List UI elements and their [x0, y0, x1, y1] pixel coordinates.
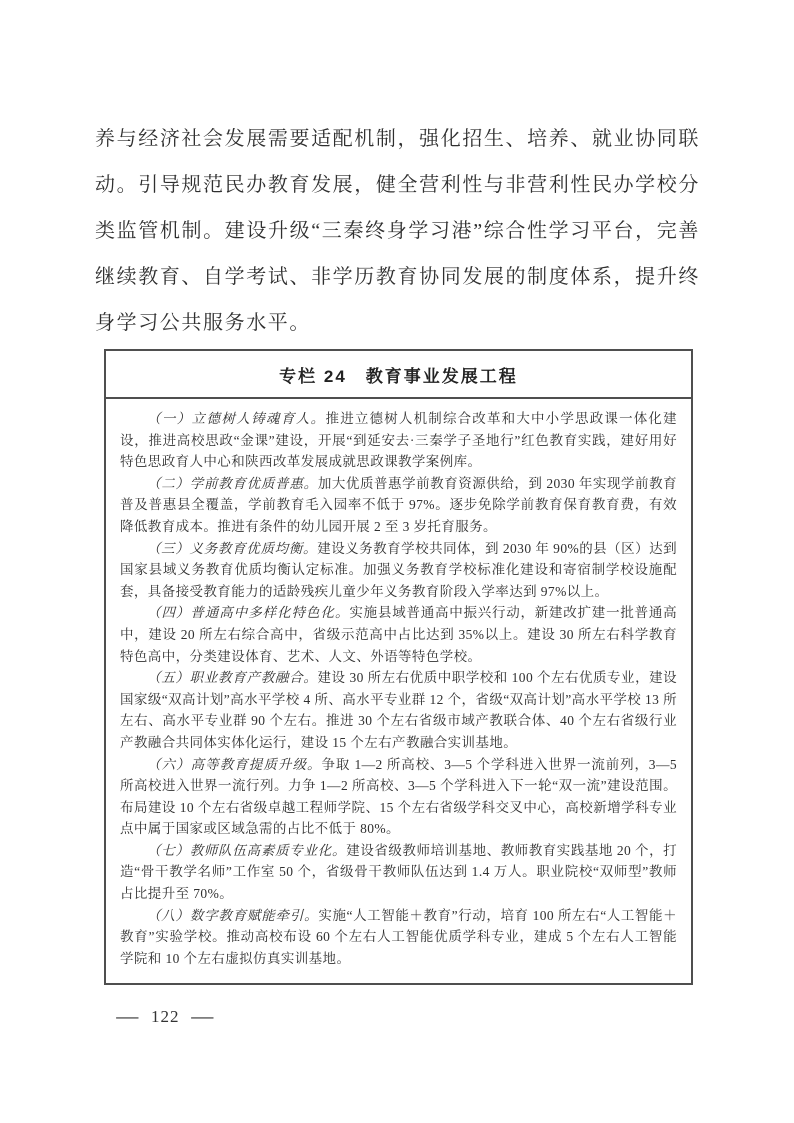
box-item-6 [120, 754, 677, 840]
box-item-5 [120, 667, 677, 753]
box-item-3 [120, 538, 677, 603]
intro-paragraph: 养与经济社会发展需要适配机制，强化招生、培养、就业协同联动。引导规范民办教育发展，健全营利性与非营利性民办学校分类监管机制。建设升级“三秦终身学习港”综合性学习平台，完善继续教育、自学考试、非学历教育协同发展的制度体系，提升终身学习公共服务水平。 [95, 128, 700, 334]
page-number [116, 1007, 215, 1027]
item-1-lead: （一）立德树人铸魂育人。 [147, 411, 326, 426]
item-2-lead: （二）学前教育优质普惠。 [147, 475, 318, 491]
item-4-body: 实施县域普通高中振兴行动，新建改扩建一批普通高中，建设 20 所左右综合高中，省级示范高中占比达到 35%以上。建设 30 所左右科学教育特色高中，分类建设体育、艺术、人文、外语等特色学校。 [120, 605, 677, 664]
item-3-lead: （三）义务教育优质均衡。 [147, 540, 318, 556]
item-4-lead: （四）普通高中多样化特色化。 [147, 605, 350, 621]
item-6-body: 争取 1—2 所高校、3—5 个学科进入世界一流前列，3—5 所高校进入世界一流行列。力争 1—2 所高校、3—5 个学科进入下一轮“双一流”建设范围。布局建设 10 个左右省级卓越工程师学院、15 个左右省级学科交叉中心，高校新增学科专业点中属于国家或区域急需的占比不低于 80%。 [120, 756, 678, 837]
page-number-value: 122 [151, 1007, 180, 1027]
page-number-left-dash: — [116, 1007, 140, 1027]
feature-column-box [104, 349, 693, 985]
item-8-lead: （八）数字教育赋能牵引。 [147, 907, 319, 923]
column-box-content [106, 399, 691, 983]
item-7-lead: （七）教师队伍高素质专业化。 [147, 842, 347, 858]
box-item-8 [120, 905, 677, 970]
item-8-body: 实施“人工智能＋教育”行动，培育 100 所左右“人工智能＋教育”实验学校。推动高校布设 60 个左右人工智能优质学科专业，建成 5 个左右人工智能学院和 10 个左右虚拟仿真实训基地。 [120, 907, 677, 966]
item-7-body: 建设省级教师培训基地、教师教育实践基地 20 个，打造“骨干教学名师”工作室 50 个，省级骨干教师队伍达到 1.4 万人。职业院校“双师型”教师占比提升至 70%。 [120, 842, 677, 902]
box-item-2 [120, 473, 677, 538]
item-1-body: 推进立德树人机制综合改革和大中小学思政课一体化建设，推进高校思政“金课”建设，开展“到延安去·三秦学子圣地行”红色教育实践，建好用好特色思政育人中心和陕西改革发展成就思政课教学案例库。 [120, 411, 677, 470]
item-5-body: 建设 30 所左右优质中职学校和 100 个左右优质专业，建设国家级“双高计划”高水平学校 4 所、高水平专业群 12 个，省级“双高计划”高水平学校 13 所左右、高水平专业群 90 个左右。推进 30 个左右省级市域产教联合体、40 个左右省级行业产教融合共同体实体化运行，建设 15 个左右产教融合实训基地。 [120, 670, 677, 750]
box-item-1 [120, 408, 677, 473]
item-6-lead: （六）高等教育提质升级。 [147, 756, 322, 772]
item-3-body: 建设义务教育学校共同体，到 2030 年 90%的县（区）达到国家县域义务教育优质均衡认定标准。加强义务教育学校标准化建设和寄宿制学校设施配套，具备接受教育能力的适龄残疾儿童少年义务教育阶段入学率达到 97%以上。 [120, 540, 677, 599]
column-box-title: 专栏 24 教育事业发展工程 [106, 351, 691, 399]
item-2-body: 加大优质普惠学前教育资源供给，到 2030 年实现学前教育普及普惠县全覆盖，学前教育毛入园率不低于 97%。逐步免除学前教育保育教育费，有效降低教育成本。推进有条件的幼儿园开展 2 至 3 岁托育服务。 [120, 475, 678, 534]
box-item-4 [120, 602, 677, 667]
item-5-lead: （五）职业教育产教融合。 [147, 670, 318, 686]
page-number-right-dash: — [190, 1007, 215, 1027]
box-item-7 [120, 840, 677, 905]
